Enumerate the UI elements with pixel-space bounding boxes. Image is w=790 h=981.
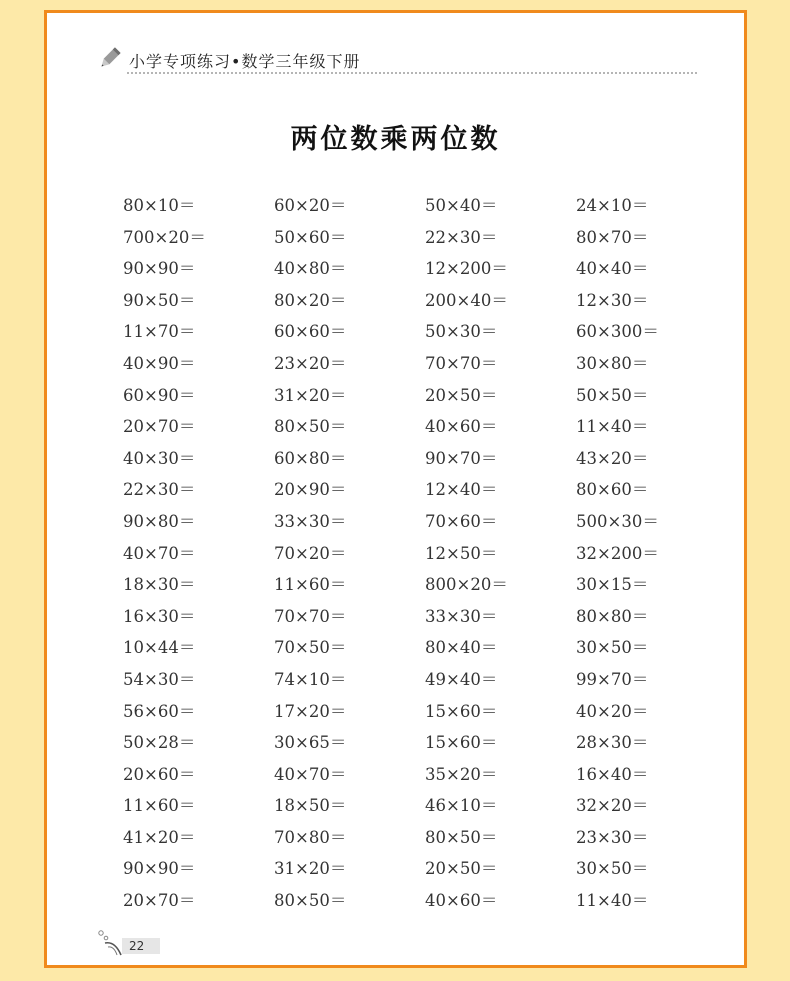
math-problem: 40×70＝ (274, 764, 347, 784)
math-problem: 22×30＝ (123, 480, 196, 500)
math-problem: 31×20＝ (274, 859, 347, 879)
math-problem: 800×20＝ (425, 575, 508, 595)
math-problem: 43×20＝ (576, 448, 649, 468)
math-problem: 80×60＝ (576, 480, 649, 500)
math-problem: 32×20＝ (576, 796, 649, 816)
math-problem: 20×90＝ (274, 480, 347, 500)
math-problem: 60×300＝ (576, 322, 659, 342)
math-problem: 56×60＝ (123, 701, 196, 721)
math-problem: 40×60＝ (425, 417, 498, 437)
math-problem: 20×50＝ (425, 859, 498, 879)
math-problem: 90×80＝ (123, 511, 196, 531)
page-footer (97, 929, 217, 957)
math-problem: 23×30＝ (576, 827, 649, 847)
math-problem: 16×30＝ (123, 606, 196, 626)
math-problem: 90×90＝ (123, 259, 196, 279)
math-problem: 80×40＝ (425, 638, 498, 658)
math-problem: 40×30＝ (123, 448, 196, 468)
math-problem: 50×28＝ (123, 733, 196, 753)
math-problem: 15×60＝ (425, 733, 498, 753)
math-problem: 80×50＝ (425, 827, 498, 847)
header-divider (127, 72, 697, 74)
math-problem: 200×40＝ (425, 290, 508, 310)
page-title: 两位数乘两位数 (290, 124, 501, 155)
header-title: 小学专项练习•数学三年级下册 (129, 52, 361, 71)
math-problem: 30×15＝ (576, 575, 649, 595)
math-problem: 80×50＝ (274, 417, 347, 437)
math-problem: 23×20＝ (274, 353, 347, 373)
math-problem: 60×60＝ (274, 322, 347, 342)
math-problem: 18×30＝ (123, 575, 196, 595)
math-problem: 17×20＝ (274, 701, 347, 721)
math-problem: 70×80＝ (274, 827, 347, 847)
page-header (97, 45, 697, 75)
math-problem: 50×40＝ (425, 196, 498, 215)
math-problem: 16×40＝ (576, 764, 649, 784)
math-problem: 30×80＝ (576, 353, 649, 373)
math-problem: 70×20＝ (274, 543, 347, 563)
math-problem: 12×40＝ (425, 480, 498, 500)
math-problem: 11×60＝ (274, 575, 347, 595)
math-problem: 50×50＝ (576, 385, 649, 405)
math-problem: 54×30＝ (123, 669, 196, 689)
math-problem: 40×90＝ (123, 353, 196, 373)
math-problem: 24×10＝ (576, 196, 649, 215)
math-problem: 20×70＝ (123, 417, 196, 437)
math-problem: 32×200＝ (576, 543, 659, 563)
math-problem: 20×50＝ (425, 385, 498, 405)
math-problem: 40×80＝ (274, 259, 347, 279)
math-problem: 50×30＝ (425, 322, 498, 342)
math-problem: 74×10＝ (274, 669, 347, 689)
math-problem: 60×80＝ (274, 448, 347, 468)
worksheet-page (44, 10, 747, 968)
math-problem: 90×70＝ (425, 448, 498, 468)
page-corner-decoration-icon (97, 929, 125, 957)
math-problem: 28×30＝ (576, 733, 649, 753)
math-problem: 11×40＝ (576, 891, 649, 911)
math-problem: 90×50＝ (123, 290, 196, 310)
math-problem: 60×90＝ (123, 385, 196, 405)
math-problem: 40×40＝ (576, 259, 649, 279)
math-problem: 40×60＝ (425, 891, 498, 911)
math-problem: 50×60＝ (274, 227, 347, 247)
math-problem: 70×70＝ (425, 353, 498, 373)
page-number: 22 (122, 938, 160, 954)
math-problem: 18×50＝ (274, 796, 347, 816)
math-problem: 12×30＝ (576, 290, 649, 310)
math-problem: 12×50＝ (425, 543, 498, 563)
math-problem: 11×40＝ (576, 417, 649, 437)
math-problem: 60×20＝ (274, 196, 347, 215)
math-problem: 15×60＝ (425, 701, 498, 721)
math-problem: 80×10＝ (123, 196, 196, 215)
math-problem: 30×65＝ (274, 733, 347, 753)
math-problem: 22×30＝ (425, 227, 498, 247)
math-problem: 99×70＝ (576, 669, 649, 689)
math-problem: 35×20＝ (425, 764, 498, 784)
math-problem: 46×10＝ (425, 796, 498, 816)
math-problem: 700×20＝ (123, 227, 206, 247)
math-problem: 20×70＝ (123, 891, 196, 911)
math-problem: 80×70＝ (576, 227, 649, 247)
math-problem: 90×90＝ (123, 859, 196, 879)
math-problem: 33×30＝ (274, 511, 347, 531)
math-problem: 80×50＝ (274, 891, 347, 911)
pencil-icon (97, 45, 123, 71)
math-problem: 41×20＝ (123, 827, 196, 847)
math-problem: 80×80＝ (576, 606, 649, 626)
math-problem: 10×44＝ (123, 638, 196, 658)
math-problem: 49×40＝ (425, 669, 498, 689)
problem-grid (123, 190, 727, 917)
math-problem: 80×20＝ (274, 290, 347, 310)
math-problem: 40×70＝ (123, 543, 196, 563)
math-problem: 12×200＝ (425, 259, 508, 279)
math-problem: 40×20＝ (576, 701, 649, 721)
math-problem: 11×70＝ (123, 322, 196, 342)
math-problem: 33×30＝ (425, 606, 498, 626)
math-problem: 20×60＝ (123, 764, 196, 784)
math-problem: 30×50＝ (576, 859, 649, 879)
math-problem: 70×50＝ (274, 638, 347, 658)
math-problem: 31×20＝ (274, 385, 347, 405)
math-problem: 70×70＝ (274, 606, 347, 626)
math-problem: 11×60＝ (123, 796, 196, 816)
math-problem: 500×30＝ (576, 511, 659, 531)
math-problem: 30×50＝ (576, 638, 649, 658)
math-problem: 70×60＝ (425, 511, 498, 531)
